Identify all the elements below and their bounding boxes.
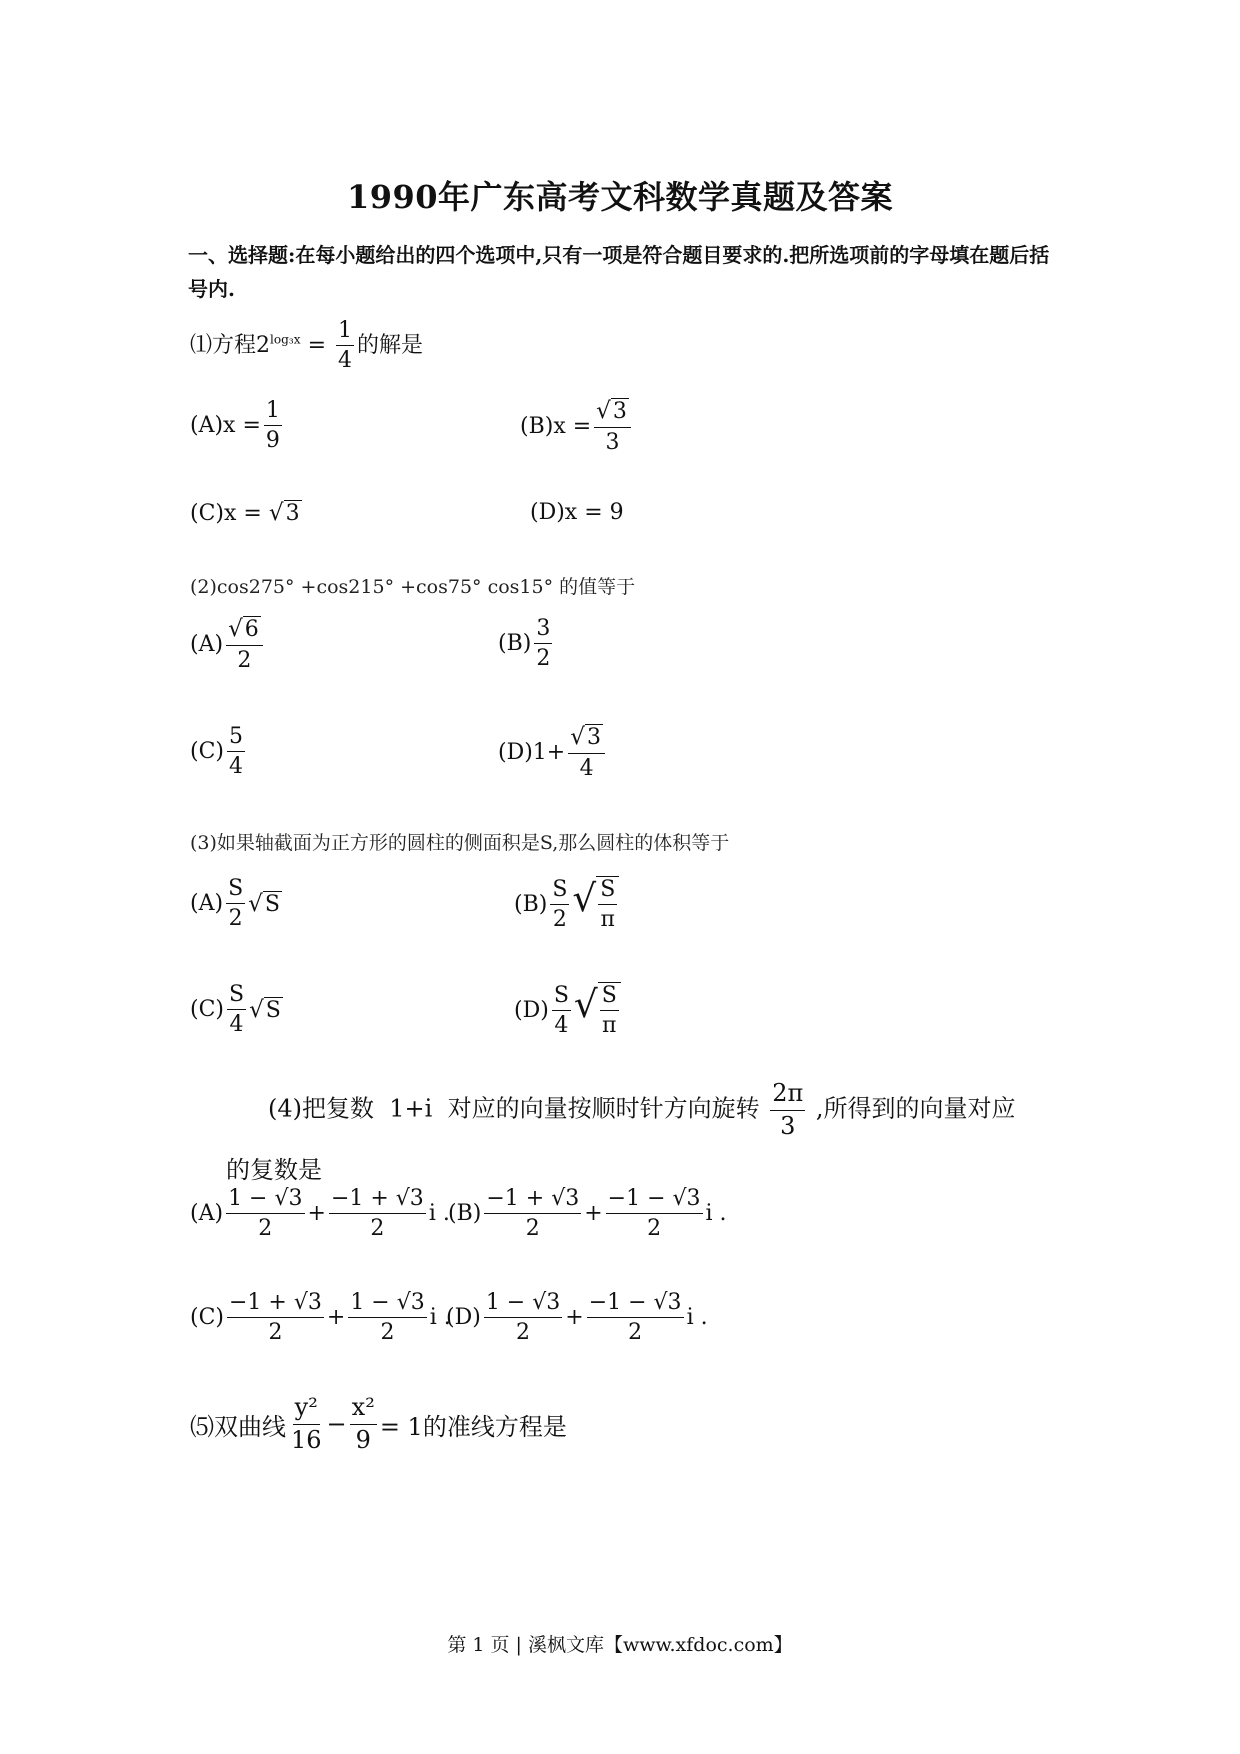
q1-exponent: log₃x	[270, 332, 301, 347]
q4-complex-number: 1+i	[389, 1094, 433, 1123]
sqrt-sign: √ 3	[268, 500, 300, 526]
sqrt-sign: √ $\frac{S}{\pi}$	[574, 982, 621, 1039]
q2-option-c[interactable]: (C) $\frac{5}{4}$	[190, 724, 243, 780]
sqrt-sign: √ S	[248, 890, 280, 917]
q4-option-b[interactable]: (B) $\frac{-1 + √3}{2}$ + $\frac{-1 - √3}{2}$ i .	[448, 1186, 727, 1242]
q1-b-fraction: √ 3 3	[594, 398, 631, 455]
sqrt-sign: √ S	[249, 996, 281, 1023]
q1-fraction: $\frac{1}{4}$	[338, 318, 353, 374]
question-5-stem: ⑸双曲线 $\frac{\text{y²}}{16}$ − $\frac{\text{x²}}{9}$ = 1的准线方程是	[190, 1393, 567, 1454]
page-title: 1990年广东高考文科数学真题及答案	[346, 178, 894, 216]
sqrt-sign: √ $\frac{S}{\pi}$	[572, 876, 619, 933]
q3-option-c[interactable]: (C) $\frac{S}{4}$ √ S	[190, 982, 281, 1038]
q1-option-d[interactable]: (D)x = 9	[530, 500, 624, 525]
q1-option-a[interactable]: (A)x = $\frac{1}{9}$	[190, 398, 280, 454]
q2-option-a[interactable]: (A) √ 6 2	[190, 616, 266, 673]
q1-a-fraction: $\frac{1}{9}$	[265, 398, 280, 454]
q1-base: 2	[256, 332, 271, 358]
q2-option-b[interactable]: (B) $\frac{3}{2}$	[498, 616, 551, 672]
sqrt-sign: √ 3	[596, 398, 627, 424]
q3-option-b[interactable]: (B) $\frac{S}{2}$ √ $\frac{S}{\pi}$	[514, 876, 619, 933]
sqrt-sign: √ 6	[228, 616, 259, 642]
q1-prefix: ⑴方程	[190, 332, 257, 358]
q1-suffix: 的解是	[357, 332, 424, 358]
question-4-stem-cont: 的复数是	[226, 1156, 322, 1184]
question-4-stem: (4)把复数 1+i 对应的向量按顺时针方向旋转 $\frac{2\pi}{3}$ ,所得到的向量对应	[268, 1079, 1016, 1140]
question-2-stem: (2)cos275° +cos215° +cos75° cos15° 的值等于	[190, 576, 636, 598]
q4-option-d[interactable]: (D) $\frac{1 - √3}{2}$ + $\frac{-1 - √3}{2}$ i .	[446, 1290, 708, 1346]
q2-option-d[interactable]: (D)1+ √ 3 4	[498, 724, 608, 781]
question-3-stem: (3)如果轴截面为正方形的圆柱的侧面积是S,那么圆柱的体积等于	[190, 832, 730, 854]
sqrt-sign: √ 3	[570, 724, 601, 750]
section-heading: 一、选择题:在每小题给出的四个选项中,只有一项是符合题目要求的.把所选项前的字母填在题后括号内.	[188, 243, 1050, 301]
q3-option-a[interactable]: (A) $\frac{S}{2}$ √ S	[190, 876, 280, 932]
q4-option-c[interactable]: (C) $\frac{-1 + √3}{2}$ + $\frac{1 - √3}{2}$ i .	[190, 1290, 451, 1346]
page-footer: 第 1 页 | 溪枫文库【www.xfdoc.com】	[447, 1634, 793, 1656]
question-1-stem	[190, 318, 423, 374]
q4-option-a[interactable]: (A) $\frac{1 - √3}{2}$ + $\frac{-1 + √3}{2}$ i .	[190, 1186, 450, 1242]
q1-option-c[interactable]: (C)x = √ 3	[190, 500, 300, 526]
q4-angle: $\frac{2\pi}{3}$	[772, 1079, 804, 1140]
q1-equals: =	[307, 332, 327, 358]
q1-option-b[interactable]: (B)x = √ 3 3	[520, 398, 634, 455]
q3-option-d[interactable]: (D) $\frac{S}{4}$ √ $\frac{S}{\pi}$	[514, 982, 621, 1039]
